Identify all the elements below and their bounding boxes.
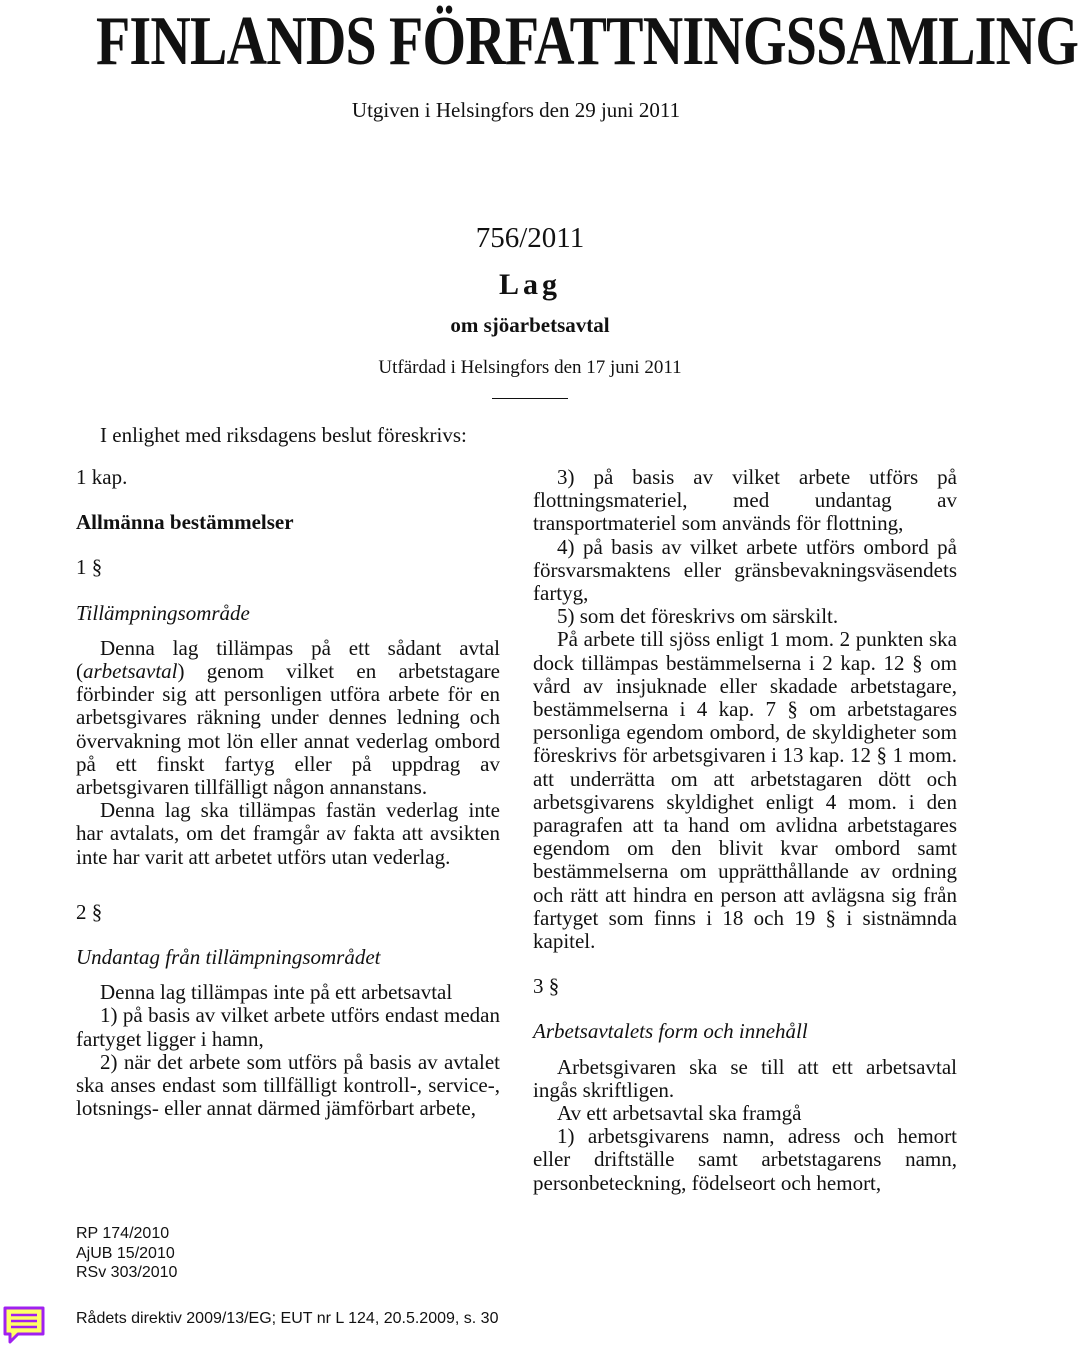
section-number: 1 §	[76, 555, 103, 580]
paragraph: 1) arbetsgivarens namn, adress och hemort eller driftställe samt arbetstagarens namn, personbeteckning, födelseort och hemort,	[533, 1124, 957, 1195]
paragraph: Arbetsgivaren ska se till att ett arbetsavtal ingås skriftligen.	[533, 1054, 957, 1102]
reference: RP 174/2010	[76, 1225, 170, 1242]
chapter-heading: Allmänna bestämmelser	[76, 510, 294, 535]
paragraph: På arbete till sjöss enligt 1 mom. 2 punkten ska dock tillämpas bestämmelserna i 2 kap. 12 § om vård av insjuknade eller skadade arbetstagare, bestämmelserna i 4 kap. 7 § om arbetstagares personliga egendom ombord, de skyldigheter som föreskrivs för arbetsgivaren i 13 kap. 12 § 1 mom. att underrätta om att arbetstagaren dött och arbetsgivarens skyldighet enligt 4 mom. i den paragrafen att ta hand om avlidna arbetstagares egendom om den blivit kvar ombord samt bestämmelserna om upprätthållande av ordning och rätt att hindra en person att avlägsna sig från fartyget som finns i 18 och 19 § i sistnämnda kapitel.	[533, 627, 957, 954]
paragraph: Av ett arbetsavtal ska framgå	[557, 1101, 802, 1126]
law-type: Lag	[498, 268, 561, 301]
paragraph: Denna lag ska tillämpas fastän vederlag inte har avtalats, om det framgår av fakta att avsikten inte har varit att arbetet utförs utan vederlag.	[76, 798, 500, 869]
law-number: 756/2011	[475, 222, 585, 254]
paragraph: Denna lag tillämpas på ett sådant avtal (arbetsavtal) genom vilket en arbetstagare förbinder sig att personligen utföra arbete för en arbetsgivares räkning under dennes ledning och övervakning mot lön eller annat vederlag ombord på ett finskt fartyg eller på uppdrag av arbetsgivaren tillfälligt någon annanstans.	[76, 635, 500, 800]
reference: AjUB 15/2010	[76, 1244, 175, 1262]
masthead: FINLANDS FÖRFATTNINGSSAMLING	[96, 3, 1078, 80]
left-column	[76, 466, 500, 1120]
section-title: Arbetsavtalets form och innehåll	[533, 1019, 808, 1044]
section-number: 2 §	[76, 899, 103, 924]
paragraph: 2) när det arbete som utförs på basis av avtalet ska anses endast som tillfälligt kontroll-, service-, lotsnings- eller annat därmed jämförbart arbete,	[76, 1049, 500, 1121]
law-title: om sjöarbetsavtal	[450, 313, 610, 337]
section-number: 3 §	[533, 974, 560, 999]
note-icon[interactable]	[2, 1305, 46, 1345]
paragraph: 5) som det föreskrivs om särskilt.	[557, 604, 839, 629]
right-column	[533, 466, 957, 1195]
preamble: I enlighet med riksdagens beslut föreskrivs:	[100, 423, 467, 447]
section-title: Undantag från tillämpningsområdet	[76, 945, 381, 970]
government-references	[76, 1224, 177, 1283]
divider	[492, 398, 568, 399]
section-title: Tillämpningsområde	[76, 600, 250, 625]
chapter-number: 1 kap.	[76, 465, 128, 489]
publication-date: Utgiven i Helsingfors den 29 juni 2011	[351, 98, 681, 122]
paragraph: 4) på basis av vilket arbete utförs ombord på försvarsmaktens eller gränsbevakningsväsendets fartyg,	[533, 534, 957, 606]
paragraph: Denna lag tillämpas inte på ett arbetsavtal	[100, 980, 453, 1005]
issued-date: Utfärdad i Helsingfors den 17 juni 2011	[378, 357, 682, 378]
paragraph: 3) på basis av vilket arbete utförs på flottningsmateriel, med undantag av transportmateriel som används för flottning,	[533, 465, 957, 536]
eu-directive-reference: Rådets direktiv 2009/13/EG; EUT nr L 124, 20.5.2009, s. 30	[76, 1310, 499, 1327]
paragraph: 1) på basis av vilket arbete utförs endast medan fartyget ligger i hamn,	[76, 1003, 500, 1051]
reference: RSv 303/2010	[76, 1264, 178, 1281]
